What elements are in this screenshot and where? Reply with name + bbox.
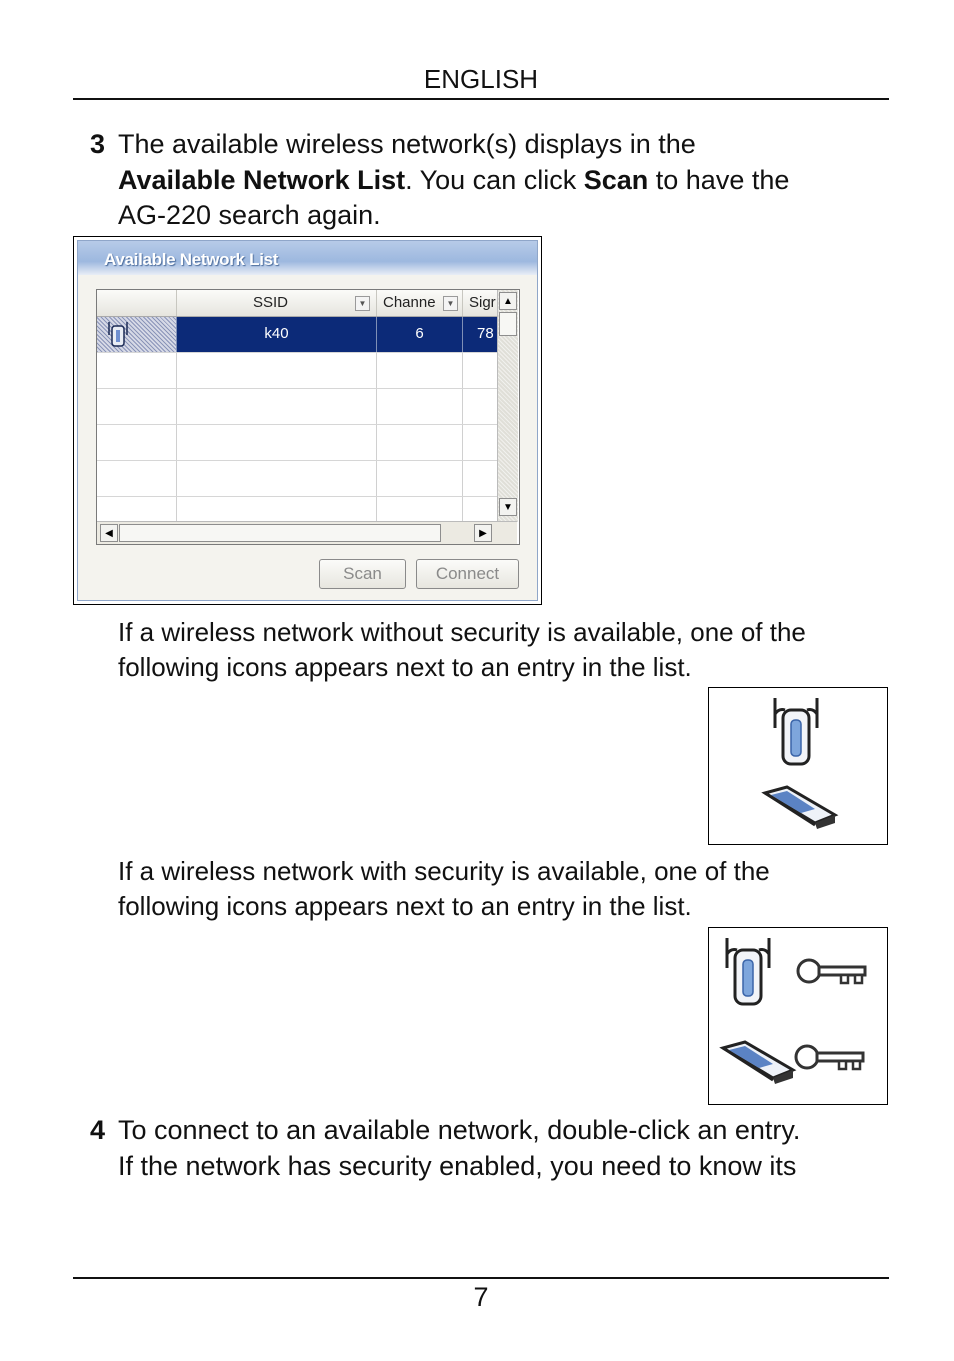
table-row[interactable] [97,389,497,425]
table-row[interactable] [97,317,497,353]
bold-list-name: Available Network List [118,164,406,195]
ssid-cell [177,461,377,496]
network-list-screenshot [73,236,542,605]
step-number: 3 [90,129,106,159]
signal-cell [463,425,497,460]
page-number: 7 [473,1282,489,1312]
signal-cell [463,461,497,496]
ssid-cell [177,425,377,460]
with-security-line-2: following icons appears next to an entry in the list. [118,891,692,921]
step-line-2-end: to have the [648,164,790,195]
ssid-cell [177,353,377,388]
column-header-channel[interactable] [377,290,463,316]
network-table[interactable] [96,289,520,545]
with-security-paragraph [118,854,898,924]
connect-button[interactable]: Connect [416,559,519,589]
ssid-cell [177,497,377,521]
wireless-card-icon [717,1038,797,1088]
scroll-right-button[interactable]: ▶ [474,524,492,542]
no-security-line-2: following icons appears next to an entry in the list. [118,652,692,682]
step-number: 4 [90,1115,106,1145]
section-header: ENGLISH [423,64,539,94]
ssid-cell [177,389,377,424]
header-rule [73,98,889,100]
signal-cell [463,353,497,388]
signal-cell: 78 [463,317,497,352]
channel-cell [377,425,463,460]
no-security-paragraph [118,615,898,685]
ssid-cell: k40 [177,317,377,352]
no-security-icons [708,687,888,845]
with-security-line-1: If a wireless network with security is available, one of the [118,856,770,886]
channel-cell [377,389,463,424]
table-header [97,290,497,317]
scroll-down-button[interactable]: ▼ [499,498,517,516]
step-text [118,1113,898,1184]
step-line-1: The available wireless network(s) displays in the [118,129,696,159]
channel-header-label: Channe [383,294,436,311]
column-header-icon[interactable] [97,290,177,316]
table-row[interactable] [97,353,497,389]
channel-cell [377,497,463,521]
no-security-line-1: If a wireless network without security is available, one of the [118,617,806,647]
bold-scan: Scan [583,164,649,195]
key-icon [795,954,871,988]
signal-cell [463,497,497,521]
ssid-header-label: SSID [253,294,289,311]
step-line-2: If the network has security enabled, you need to know its [118,1150,797,1181]
column-header-signal[interactable] [463,290,497,316]
table-row[interactable] [97,425,497,461]
table-row[interactable] [97,461,497,497]
vertical-scroll-thumb[interactable] [499,312,517,336]
wireless-card-icon [759,783,839,833]
signal-header-label: Sigr [469,294,496,311]
row-icon-cell [97,497,177,521]
step-text [118,127,898,234]
access-point-icon [717,934,777,1010]
scan-button[interactable]: Scan [319,559,406,589]
table-row[interactable] [97,497,497,521]
signal-cell [463,389,497,424]
scroll-up-button[interactable]: ▲ [499,292,517,310]
chevron-down-icon[interactable]: ▼ [355,296,370,311]
row-icon-cell [97,389,177,424]
row-icon-cell [97,425,177,460]
horizontal-scroll-thumb[interactable] [119,524,441,542]
step-line-2-mid: . You can click [405,164,584,195]
channel-cell: 6 [377,317,463,352]
network-list-window [77,240,538,601]
access-point-icon [103,319,133,349]
chevron-down-icon[interactable]: ▼ [443,296,458,311]
window-titlebar [78,241,537,275]
channel-cell [377,353,463,388]
row-icon-cell [97,317,177,352]
step-line-3: AG-220 search again. [118,200,381,230]
row-icon-cell [97,461,177,496]
horizontal-scrollbar[interactable] [97,521,517,544]
window-title: Available Network List [104,250,279,269]
row-icon-cell [97,353,177,388]
step-line-1: To connect to an available network, double-click an entry. [118,1115,801,1145]
channel-cell [377,461,463,496]
column-header-ssid[interactable] [177,290,377,316]
step-line-2 [118,163,898,199]
footer-rule [73,1277,889,1279]
with-security-icons [708,927,888,1105]
scroll-left-button[interactable]: ◀ [100,524,118,542]
access-point-icon [765,694,825,770]
vertical-scrollbar[interactable] [497,290,518,522]
key-icon [793,1040,869,1074]
